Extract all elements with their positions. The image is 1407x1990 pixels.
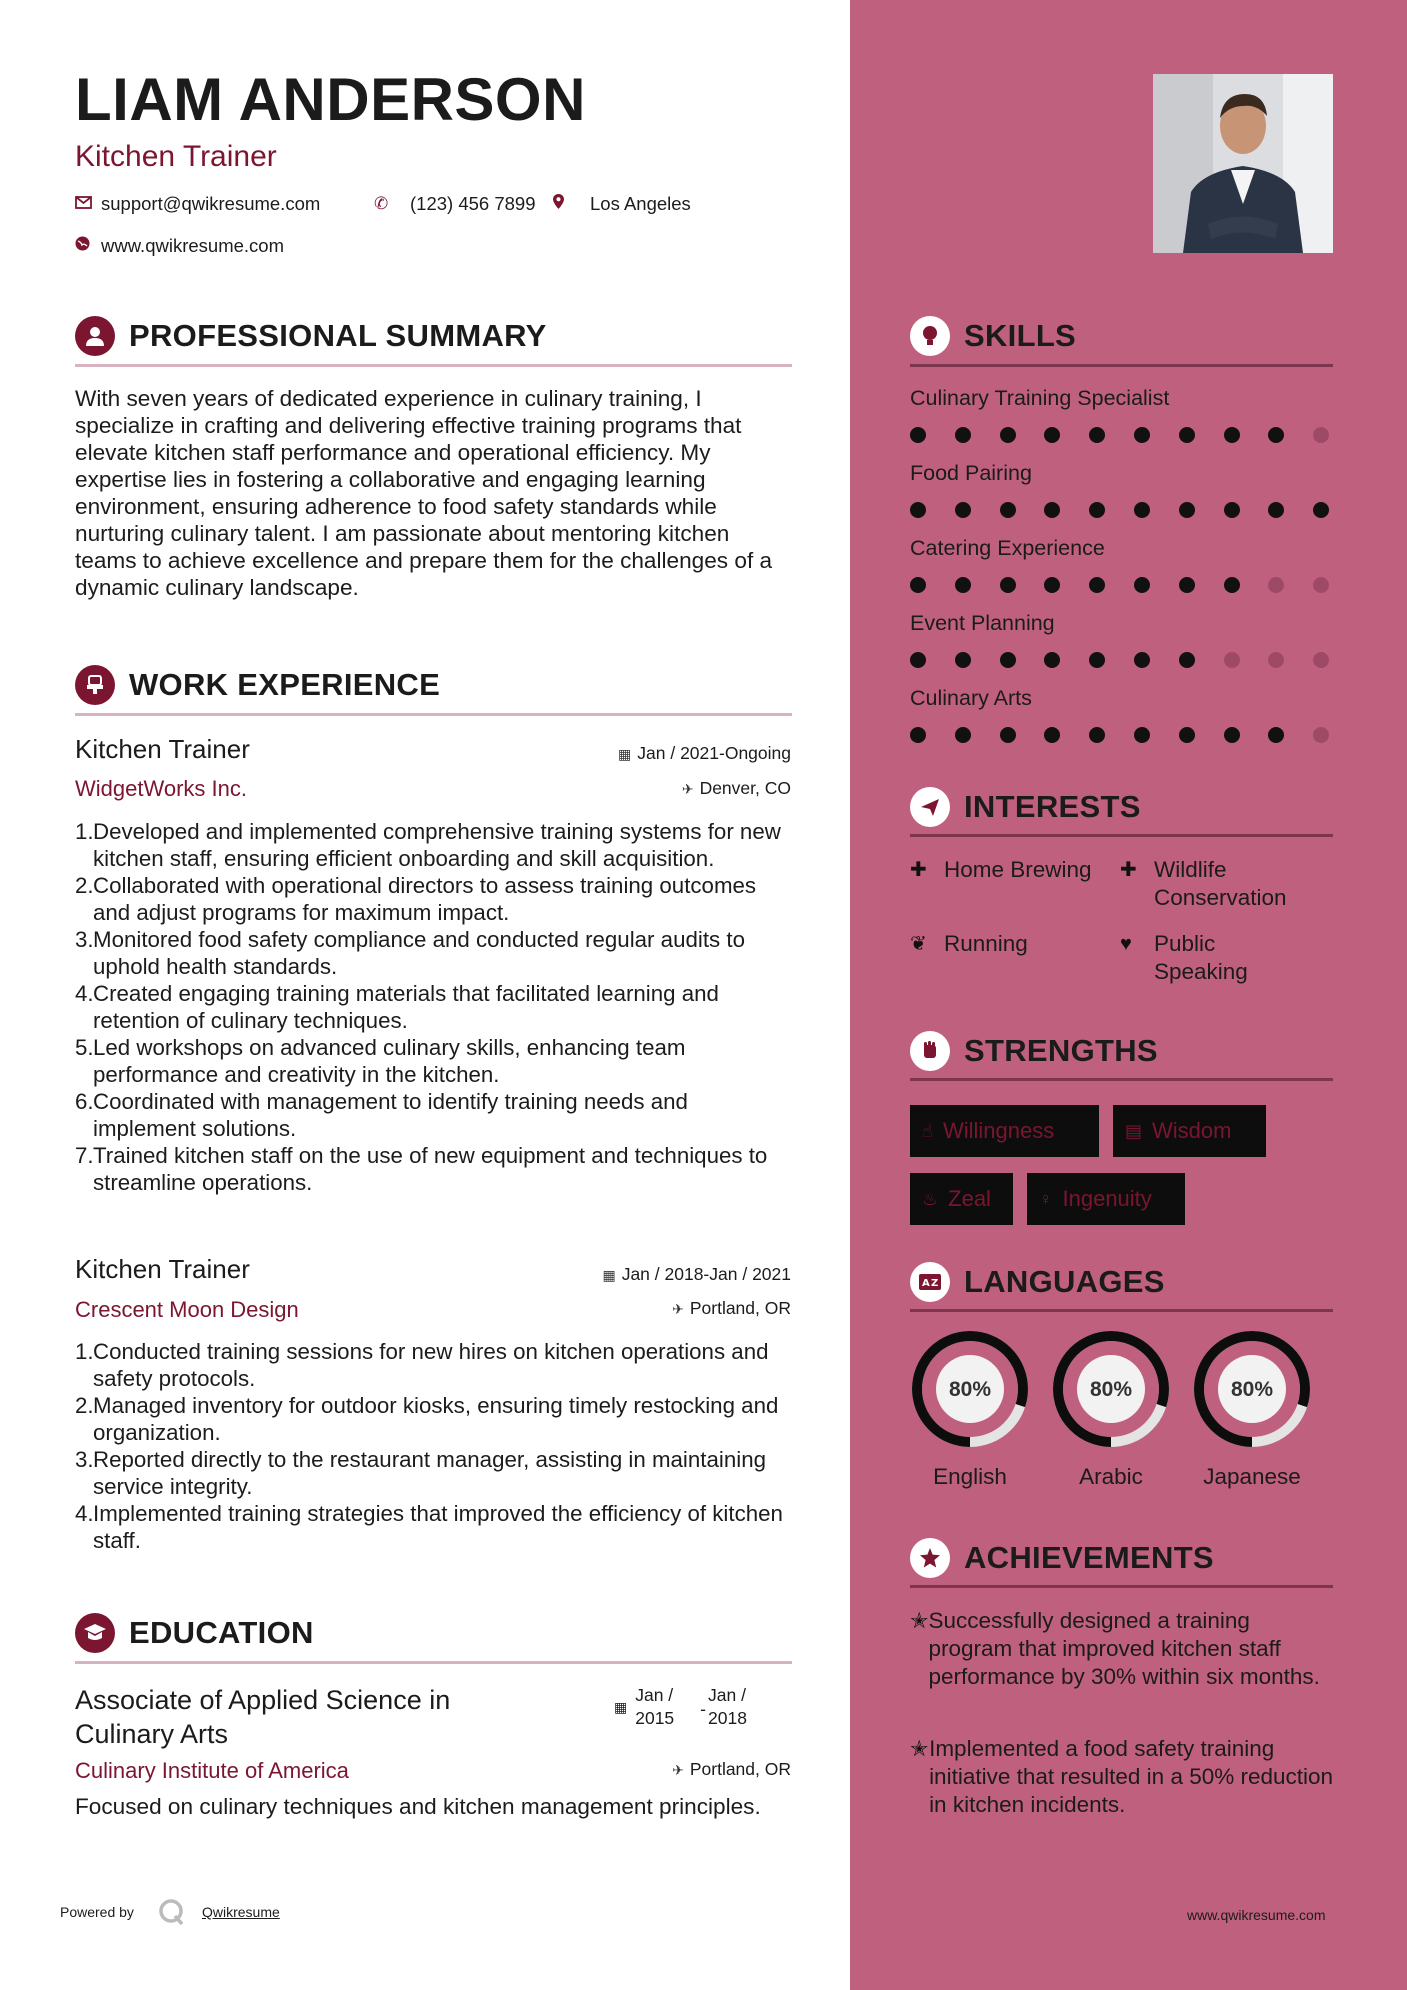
rating-dot xyxy=(1179,427,1195,443)
rating-dot xyxy=(1268,727,1284,743)
duty-item: Led workshops on advanced culinary skills, enhancing team performance and creativity in the kitchen. xyxy=(93,1035,686,1087)
rating-dot xyxy=(955,502,971,518)
rating-dot xyxy=(1268,577,1284,593)
globe-icon xyxy=(75,236,101,256)
rating-dot xyxy=(1134,652,1150,668)
rating-dot xyxy=(910,652,926,668)
rating-dot xyxy=(1224,652,1240,668)
skill-rating xyxy=(910,652,1358,668)
rating-dot xyxy=(1179,652,1195,668)
rating-dot xyxy=(1089,652,1105,668)
rating-dot xyxy=(1000,577,1016,593)
briefcase-icon xyxy=(75,665,115,705)
footer-website[interactable]: www.qwikresume.com xyxy=(1187,1907,1326,1923)
language-progress-ring xyxy=(910,1329,1030,1449)
language-item xyxy=(910,1329,1030,1490)
rating-dot xyxy=(1044,427,1060,443)
rating-dot xyxy=(1089,727,1105,743)
interest-item: ✚ Home Brewing xyxy=(910,857,1092,882)
language-percent: 80% xyxy=(1230,1378,1274,1401)
achievements-divider xyxy=(910,1585,1333,1588)
job-dates: ▦ Jan / 2021-Ongoing xyxy=(618,743,791,763)
location-text: Los Angeles xyxy=(590,193,691,214)
rating-dot xyxy=(910,727,926,743)
rating-dot xyxy=(1313,727,1329,743)
calendar-icon: ▦ xyxy=(614,1699,628,1715)
duty-item: Managed inventory for outdoor kiosks, ensuring timely restocking and organization. xyxy=(93,1393,779,1445)
user-icon xyxy=(75,316,115,356)
book-icon: ▤ xyxy=(1125,1120,1143,1141)
lightbulb-icon: ♀ xyxy=(1039,1188,1053,1209)
pin-icon: ✈ xyxy=(672,1762,684,1778)
interests-heading: INTERESTS xyxy=(964,789,1141,824)
rating-dot xyxy=(955,652,971,668)
rating-dot xyxy=(1313,502,1329,518)
candidate-name: LIAM ANDERSON xyxy=(75,66,586,133)
language-item xyxy=(1051,1329,1171,1490)
summary-heading: PROFESSIONAL SUMMARY xyxy=(129,318,547,353)
fist-icon xyxy=(910,1031,950,1071)
duty-item: Coordinated with management to identify training needs and implement solutions. xyxy=(93,1089,688,1141)
pin-icon: ✈ xyxy=(681,781,694,797)
interest-item: ✚ Wildlife Conservation xyxy=(1120,857,1287,910)
graduation-cap-icon xyxy=(75,1613,115,1653)
skill-name: Event Planning xyxy=(910,611,1055,635)
puzzle-icon: ✚ xyxy=(910,859,927,881)
rating-dot xyxy=(955,577,971,593)
rating-dot xyxy=(910,577,926,593)
language-percent: 80% xyxy=(1089,1378,1133,1401)
powered-by-text: Powered by xyxy=(60,1904,134,1920)
language-name: English xyxy=(933,1464,1007,1489)
star-icon: ✭ xyxy=(910,1736,929,1761)
rating-dot xyxy=(1134,577,1150,593)
skill-name: Catering Experience xyxy=(910,536,1105,560)
strengths-heading: STRENGTHS xyxy=(964,1033,1158,1068)
skill-rating xyxy=(910,502,1358,518)
svg-text:Z: Z xyxy=(931,1278,939,1289)
rating-dot xyxy=(1268,502,1284,518)
skill-item xyxy=(910,611,1358,668)
qwikresume-logo-icon xyxy=(157,1897,187,1932)
rating-dot xyxy=(1313,577,1329,593)
rating-dot xyxy=(1134,727,1150,743)
phone-text: (123) 456 7899 xyxy=(410,193,536,214)
skill-rating xyxy=(910,727,1358,743)
strengths-divider xyxy=(910,1078,1333,1081)
job-company: Crescent Moon Design xyxy=(75,1297,299,1322)
language-name: Arabic xyxy=(1079,1464,1143,1489)
strength-chip: ♀ Ingenuity xyxy=(1027,1173,1185,1225)
star-icon: ✭ xyxy=(910,1608,929,1633)
skill-item xyxy=(910,686,1358,743)
education-description: Focused on culinary techniques and kitchen management principles. xyxy=(75,1794,761,1819)
duty-item: Created engaging training materials that facilitated learning and retention of culinary techniques. xyxy=(93,981,719,1033)
rating-dot xyxy=(1179,727,1195,743)
thumbs-up-icon: ☝ xyxy=(922,1120,933,1141)
experience-divider xyxy=(75,713,792,716)
website-contact[interactable] xyxy=(75,235,284,257)
languages-heading: LANGUAGES xyxy=(964,1264,1165,1299)
rating-dot xyxy=(910,502,926,518)
education-divider xyxy=(75,1661,792,1664)
summary-divider xyxy=(75,364,792,367)
duty-item: Conducted training sessions for new hires on kitchen operations and safety protocols. xyxy=(93,1339,769,1391)
puzzle-icon: ✚ xyxy=(1120,859,1137,881)
skills-heading: SKILLS xyxy=(964,318,1077,353)
rating-dot xyxy=(1044,727,1060,743)
pin-icon: ✈ xyxy=(672,1301,684,1317)
rating-dot xyxy=(1134,502,1150,518)
skill-name: Food Pairing xyxy=(910,461,1032,485)
svg-text:A: A xyxy=(922,1278,930,1289)
language-progress-ring xyxy=(1192,1329,1312,1449)
rating-dot xyxy=(1044,502,1060,518)
heartbeat-icon: ♥ xyxy=(1120,933,1132,955)
email-text: support@qwikresume.com xyxy=(101,193,321,214)
calendar-icon: ▦ xyxy=(602,1267,616,1283)
candidate-title: Kitchen Trainer xyxy=(75,140,277,173)
job-role: Kitchen Trainer xyxy=(75,734,250,764)
rating-dot xyxy=(1000,502,1016,518)
rating-dot xyxy=(1224,427,1240,443)
skill-item xyxy=(910,536,1358,593)
rating-dot xyxy=(955,427,971,443)
rating-dot xyxy=(1000,427,1016,443)
achievements-heading: ACHIEVEMENTS xyxy=(964,1540,1214,1575)
education-heading: EDUCATION xyxy=(129,1615,314,1650)
interest-item: ♥ Public Speaking xyxy=(1120,931,1248,984)
language-percent: 80% xyxy=(948,1378,992,1401)
translate-icon xyxy=(910,1262,950,1302)
rating-dot xyxy=(1268,652,1284,668)
rating-dot xyxy=(1089,502,1105,518)
paper-plane-icon xyxy=(910,787,950,827)
duty-item: Collaborated with operational directors to assess training outcomes and adjust programs for maximum impact. xyxy=(93,873,757,925)
duty-item: Reported directly to the restaurant manager, assisting in maintaining service integrity. xyxy=(93,1447,766,1499)
rating-dot xyxy=(1044,577,1060,593)
location-contact xyxy=(553,193,691,215)
rating-dot xyxy=(1044,652,1060,668)
rating-dot xyxy=(1179,502,1195,518)
email-contact[interactable] xyxy=(75,193,320,215)
skill-name: Culinary Training Specialist xyxy=(910,386,1170,410)
skill-item xyxy=(910,386,1358,443)
phone-icon: ✆ xyxy=(374,194,389,213)
paw-icon: ❦ xyxy=(910,933,927,955)
rating-dot xyxy=(1268,427,1284,443)
rating-dot xyxy=(1313,427,1329,443)
strength-chip: ▤ Wisdom xyxy=(1113,1105,1266,1157)
fire-icon: ♨ xyxy=(922,1188,939,1209)
rating-dot xyxy=(1089,577,1105,593)
language-name: Japanese xyxy=(1203,1464,1301,1489)
phone-contact[interactable] xyxy=(374,193,536,215)
strength-chip: ♨ Zeal xyxy=(910,1173,1013,1225)
rating-dot xyxy=(1224,502,1240,518)
rating-dot xyxy=(1224,727,1240,743)
languages-divider xyxy=(910,1309,1333,1312)
education-dates: ▦ Jan / 2015 - Jan / 2018 xyxy=(614,1685,747,1728)
skill-rating xyxy=(910,427,1358,443)
job-duties xyxy=(75,818,795,1196)
education-location: ✈ Portland, OR xyxy=(672,1759,791,1779)
rating-dot xyxy=(1134,427,1150,443)
skill-name: Culinary Arts xyxy=(910,686,1032,710)
job-location: ✈ Denver, CO xyxy=(681,778,791,798)
language-item xyxy=(1192,1329,1312,1490)
job-location: ✈ Portland, OR xyxy=(672,1298,791,1318)
rating-dot xyxy=(1000,727,1016,743)
summary-text: With seven years of dedicated experience in culinary training, I specialize in crafting and delivering effective training programs that elevate kitchen staff performance and operational efficiency. My expertise lies in fostering a collaborative and engaging learning environment, ensuring adherence to food safety standards while nurturing culinary talent. I am passionate about mentoring kitchen teams to achieve excellence and prepare them for the challenges of a dynamic culinary landscape. xyxy=(75,386,773,600)
profile-photo xyxy=(1153,74,1333,253)
star-badge-icon xyxy=(910,1538,950,1578)
duty-item: Implemented training strategies that improved the efficiency of kitchen staff. xyxy=(93,1501,783,1553)
map-pin-icon xyxy=(553,194,590,214)
degree-title: Associate of Applied Science in Culinary Arts xyxy=(75,1685,451,1749)
school-name: Culinary Institute of America xyxy=(75,1758,349,1783)
achievement-item: ✭ Implemented a food safety training initiative that resulted in a 50% reduction in kitchen incidents. xyxy=(910,1736,1334,1817)
interest-item: ❦ Running xyxy=(910,931,1028,956)
job-company: WidgetWorks Inc. xyxy=(75,776,247,801)
rating-dot xyxy=(955,727,971,743)
calendar-icon: ▦ xyxy=(618,746,632,762)
interests-divider xyxy=(910,834,1333,837)
rating-dot xyxy=(1313,652,1329,668)
envelope-icon xyxy=(75,194,101,214)
skill-item xyxy=(910,461,1358,518)
rating-dot xyxy=(1179,577,1195,593)
website-text: www.qwikresume.com xyxy=(101,235,284,256)
rating-dot xyxy=(910,427,926,443)
language-progress-ring xyxy=(1051,1329,1171,1449)
qwikresume-link[interactable]: Qwikresume xyxy=(202,1904,280,1920)
skills-divider xyxy=(910,364,1333,367)
rating-dot xyxy=(1089,427,1105,443)
job-role: Kitchen Trainer xyxy=(75,1254,250,1284)
job-duties xyxy=(75,1338,795,1554)
rating-dot xyxy=(1000,652,1016,668)
duty-item: Monitored food safety compliance and conducted regular audits to uphold health standards. xyxy=(93,927,745,979)
duty-item: Trained kitchen staff on the use of new equipment and techniques to streamline operations. xyxy=(93,1143,768,1195)
strength-chip: ☝ Willingness xyxy=(910,1105,1099,1157)
job-dates: ▦ Jan / 2018-Jan / 2021 xyxy=(602,1264,791,1284)
achievement-item: ✭ Successfully designed a training program that improved kitchen staff performance by 30% within six months. xyxy=(910,1608,1320,1689)
rating-dot xyxy=(1224,577,1240,593)
duty-item: Developed and implemented comprehensive training systems for new kitchen staff, ensuring efficient onboarding and skill acquisition. xyxy=(93,819,781,871)
skill-rating xyxy=(910,577,1358,593)
experience-heading: WORK EXPERIENCE xyxy=(129,667,441,702)
sidebar-background xyxy=(850,0,1407,1990)
lightbulb-icon xyxy=(910,316,950,356)
